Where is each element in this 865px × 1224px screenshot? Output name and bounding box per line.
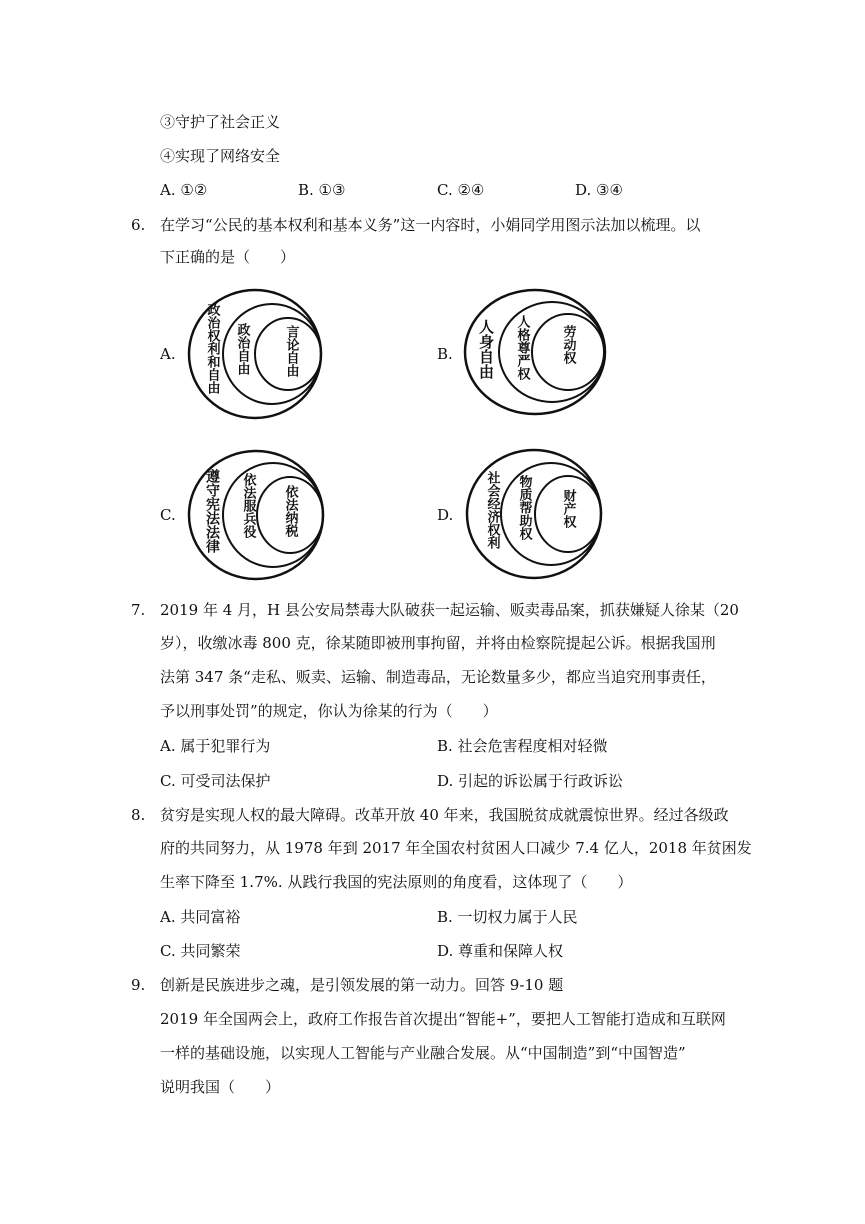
q5-option-d: D. ③④ [575,181,623,199]
q6-diagram-b [460,285,610,420]
q9-text-1: 创新是民族进步之魂，是引领发展的第一动力。回答 9-10 题 [160,976,564,994]
q5-option-c: C. ②④ [437,181,485,199]
q6-diagram-d [462,445,607,583]
item-3: ③守护了社会正义 [160,113,281,131]
q8-text-3: 生率下降至 1.7%. 从践行我国的宪法原则的角度看，这体现了（ ） [160,873,633,891]
q8-number: 8. [131,806,146,824]
q7-text-2: 岁），收缴冰毒 800 克，徐某随即被刑事拘留，并将由检察院提起公诉。根据我国刑 [160,634,716,652]
diagram-d-outer-text: 社会经济权利 [484,471,500,549]
q8-option-d: D. 尊重和保障人权 [437,942,564,960]
q6-text-2: 下正确的是（ ） [160,248,296,266]
q6-diagram-a [184,285,326,423]
q7-text-3: 法第 347 条“走私、贩卖、运输、制造毒品，无论数量多少，都应当追究刑事责任， [160,668,716,686]
q6-diagram-c [184,445,329,585]
diagram-a-inner-text: 言论自由 [283,325,299,377]
q6-diagram-d-label: D. [437,506,454,524]
q5-option-a: A. ①② [160,181,208,199]
q7-option-b: B. 社会危害程度相对轻微 [437,737,608,755]
item-4: ④实现了网络安全 [160,147,281,165]
q9-text-2: 2019 年全国两会上，政府工作报告首次提出“智能+”，要把人工智能打造成和互联网 [160,1010,726,1028]
q9-number: 9. [131,976,146,994]
q6-diagram-c-label: C. [160,506,176,524]
q7-option-c: C. 可受司法保护 [160,772,271,790]
q7-option-a: A. 属于犯罪行为 [160,737,271,755]
diagram-d-middle-text: 物质帮助权 [516,475,532,540]
q6-diagram-b-label: B. [437,345,453,363]
q7-text-1: 2019 年 4 月，H 县公安局禁毒大队破获一起运输、贩卖毒品案，抓获嫌疑人徐某（20 [160,601,739,619]
diagram-c-outer-text: 遵守宪法法律 [204,469,220,553]
diagram-a-outer-text: 政治权利和自由 [204,303,220,394]
q6-number: 6. [131,216,146,234]
diagram-c-middle-text: 依法服兵役 [240,473,256,538]
q8-option-c: C. 共同繁荣 [160,942,241,960]
diagram-c-inner-text: 依法纳税 [282,485,298,537]
q6-diagram-a-label: A. [160,345,176,363]
diagram-b-outer-text: 人身自由 [477,319,495,379]
q7-number: 7. [131,601,146,619]
q8-text-2: 府的共同努力，从 1978 年到 2017 年全国农村贫困人口减少 7.4 亿人，2018 年贫困发 [160,839,752,857]
diagram-b-inner-text: 劳动权 [560,325,576,364]
q9-text-4: 说明我国（ ） [160,1078,281,1096]
diagram-d-inner-text: 财产权 [560,489,576,528]
q5-option-b: B. ①③ [298,181,346,199]
diagram-b-middle-text: 人格尊严权 [514,315,530,380]
q7-text-4: 予以刑事处罚”的规定，你认为徐某的行为（ ） [160,702,498,720]
q8-text-1: 贫穷是实现人权的最大障碍。改革开放 40 年来，我国脱贫成就震惊世界。经过各级政 [160,806,729,824]
q7-option-d: D. 引起的诉讼属于行政诉讼 [437,772,624,790]
diagram-a-middle-text: 政治自由 [234,323,250,375]
q9-text-3: 一样的基础设施，以实现人工智能与产业融合发展。从“中国制造”到“中国智造” [160,1044,686,1062]
q6-text-1: 在学习“公民的基本权利和基本义务”这一内容时，小娟同学用图示法加以梳理。以 [160,216,701,234]
q8-option-b: B. 一切权力属于人民 [437,908,578,926]
q8-option-a: A. 共同富裕 [160,908,241,926]
